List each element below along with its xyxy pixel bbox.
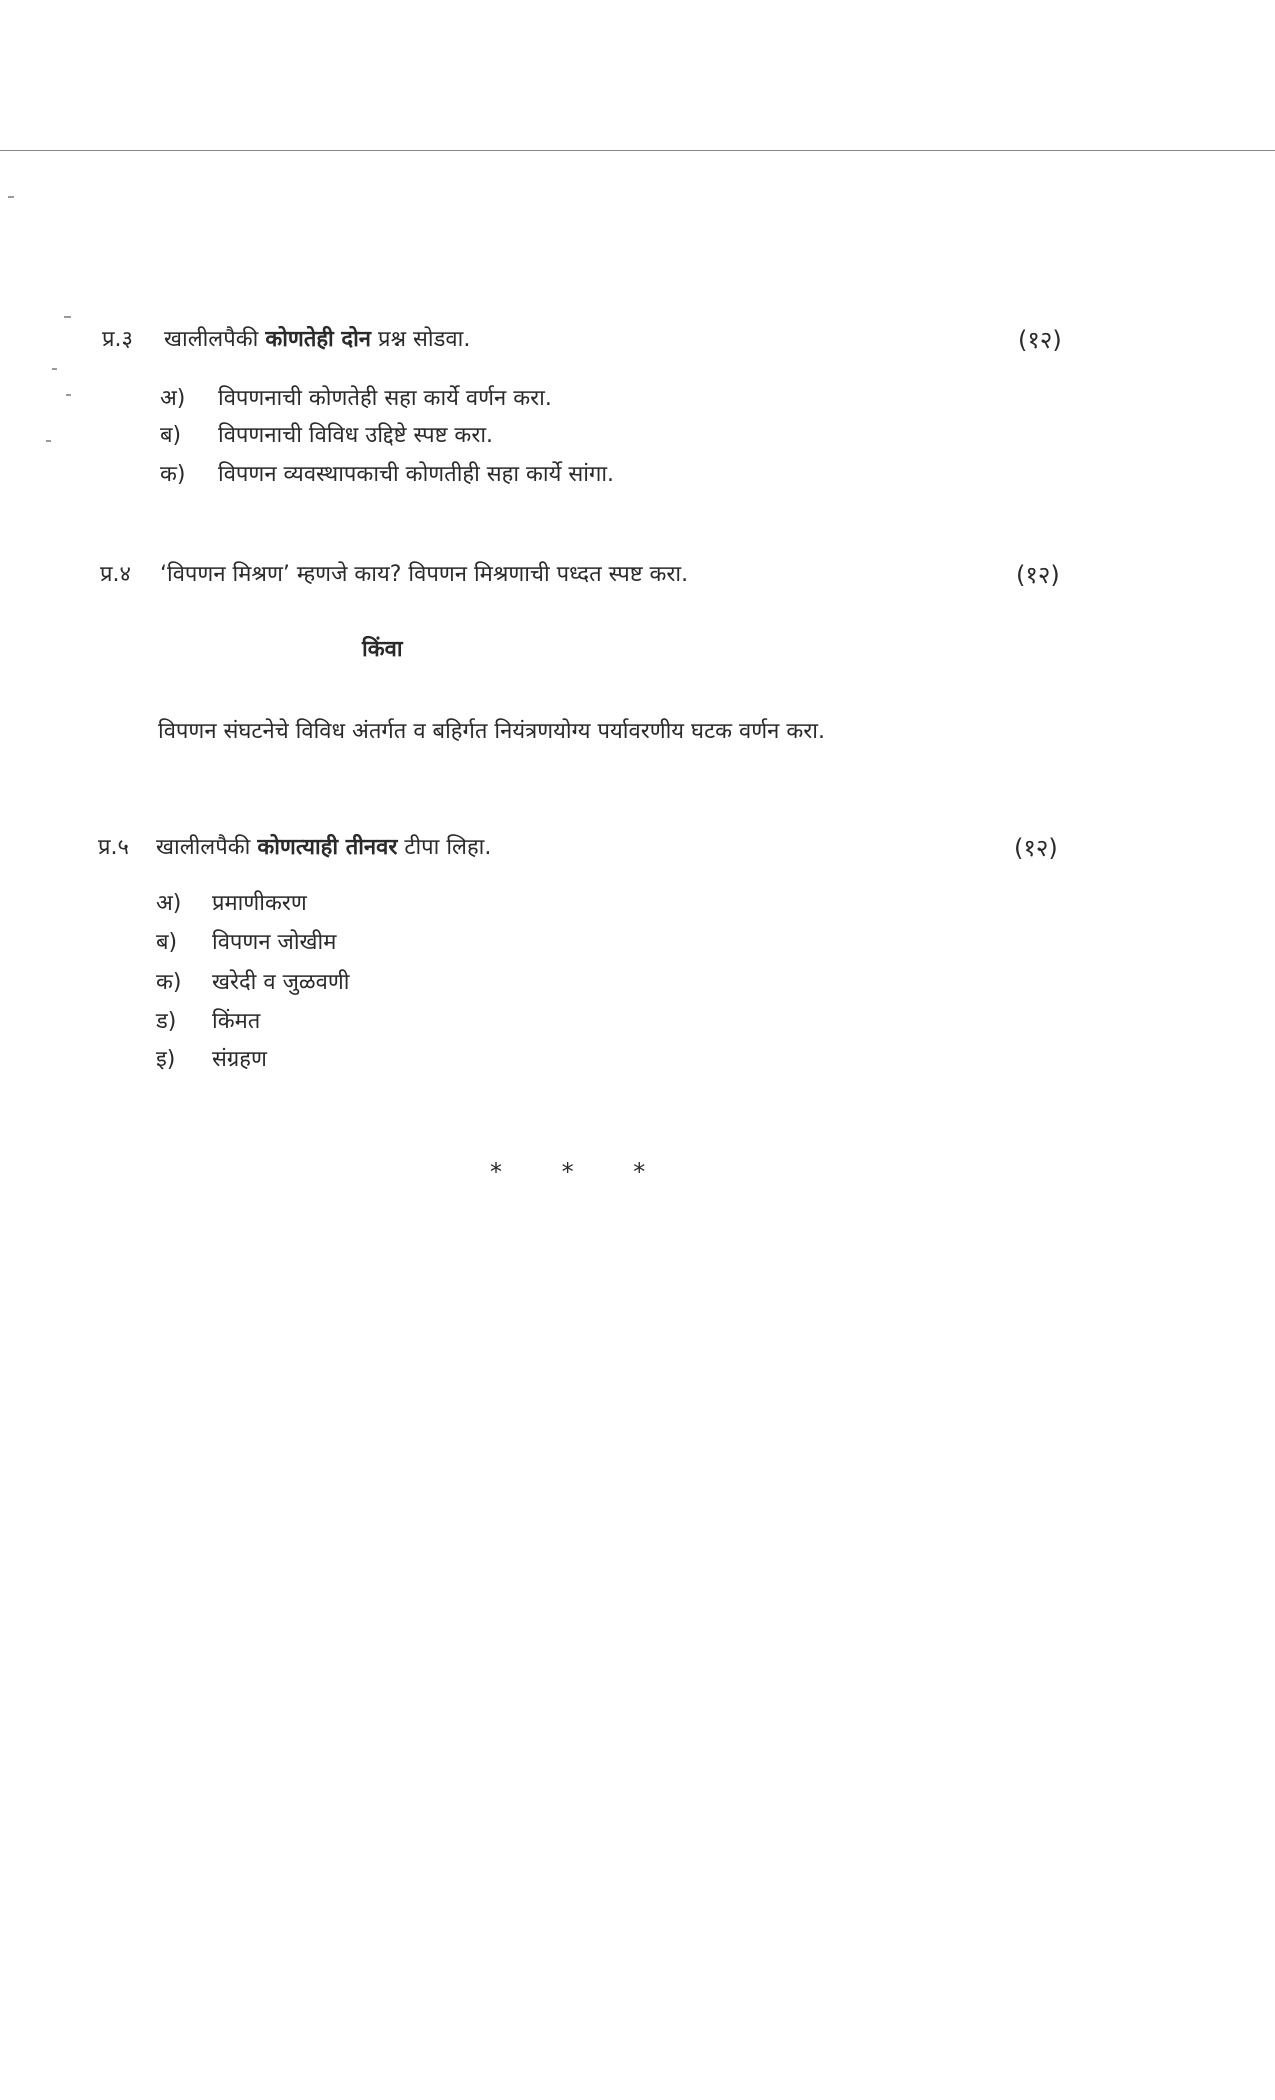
sub-question-label: इ) [156, 1047, 176, 1072]
question-number: प्र.४ [100, 562, 131, 587]
sub-question-text: किंमत [212, 1009, 261, 1034]
sub-question-label: क) [160, 462, 186, 487]
sub-question [0, 886, 1275, 922]
end-of-paper-marker: * * * [490, 1158, 648, 1186]
sub-question-text: खरेदी व जुळवणी [212, 970, 350, 995]
sub-question [0, 965, 1275, 1001]
sub-question [0, 925, 1275, 961]
sub-question-text: विपणनाची कोणतेही सहा कार्ये वर्णन करा. [218, 386, 552, 411]
sub-question-label: ड) [156, 1009, 177, 1034]
alternative-question-text: विपणन संघटनेचे विविध अंतर्गत व बहिर्गत नियंत्रणयोग्य पर्यावरणीय घटक वर्णन करा. [158, 719, 825, 744]
question-text: ‘विपणन मिश्रण’ म्हणजे काय? विपणन मिश्रणाची पध्दत स्पष्ट करा. [160, 562, 689, 587]
sub-question-text: प्रमाणीकरण [212, 891, 307, 916]
question-marks: (१२) [1014, 834, 1058, 862]
sub-question [0, 457, 1275, 493]
question-text: खालीलपैकी कोणतेही दोन प्रश्न सोडवा. [164, 327, 471, 352]
question-4 [0, 555, 1275, 595]
sub-question [0, 418, 1275, 454]
sub-question-label: ब) [156, 930, 178, 955]
scan-speck [64, 316, 71, 318]
question-number: प्र.५ [98, 835, 129, 860]
sub-question [0, 1042, 1275, 1078]
sub-question-text: संग्रहण [212, 1047, 267, 1072]
question-marks: (१२) [1018, 326, 1062, 354]
sub-question-label: ब) [160, 423, 182, 448]
question-text: खालीलपैकी कोणत्याही तीनवर टीपा लिहा. [156, 835, 492, 860]
scan-speck [8, 196, 14, 198]
sub-question-text: विपणन व्यवस्थापकाची कोणतीही सहा कार्ये सांगा. [218, 462, 615, 487]
question-3 [0, 320, 1275, 360]
question-marks: (१२) [1016, 561, 1060, 589]
sub-question [0, 1004, 1275, 1040]
emphasis: कोणतेही दोन [265, 327, 371, 352]
emphasis: कोणत्याही तीनवर [257, 835, 398, 860]
question-number: प्र.३ [102, 327, 133, 352]
sub-question-label: अ) [160, 386, 186, 411]
sub-question [0, 381, 1275, 417]
or-separator: किंवा [362, 637, 403, 662]
sub-question-label: अ) [156, 891, 182, 916]
question-5 [0, 828, 1275, 868]
sub-question-text: विपणनाची विविध उद्दिष्टे स्पष्ट करा. [218, 423, 494, 448]
sub-question-text: विपणन जोखीम [212, 930, 337, 955]
scan-speck [52, 368, 57, 370]
sub-question-label: क) [156, 970, 182, 995]
page-top-rule [0, 150, 1275, 151]
